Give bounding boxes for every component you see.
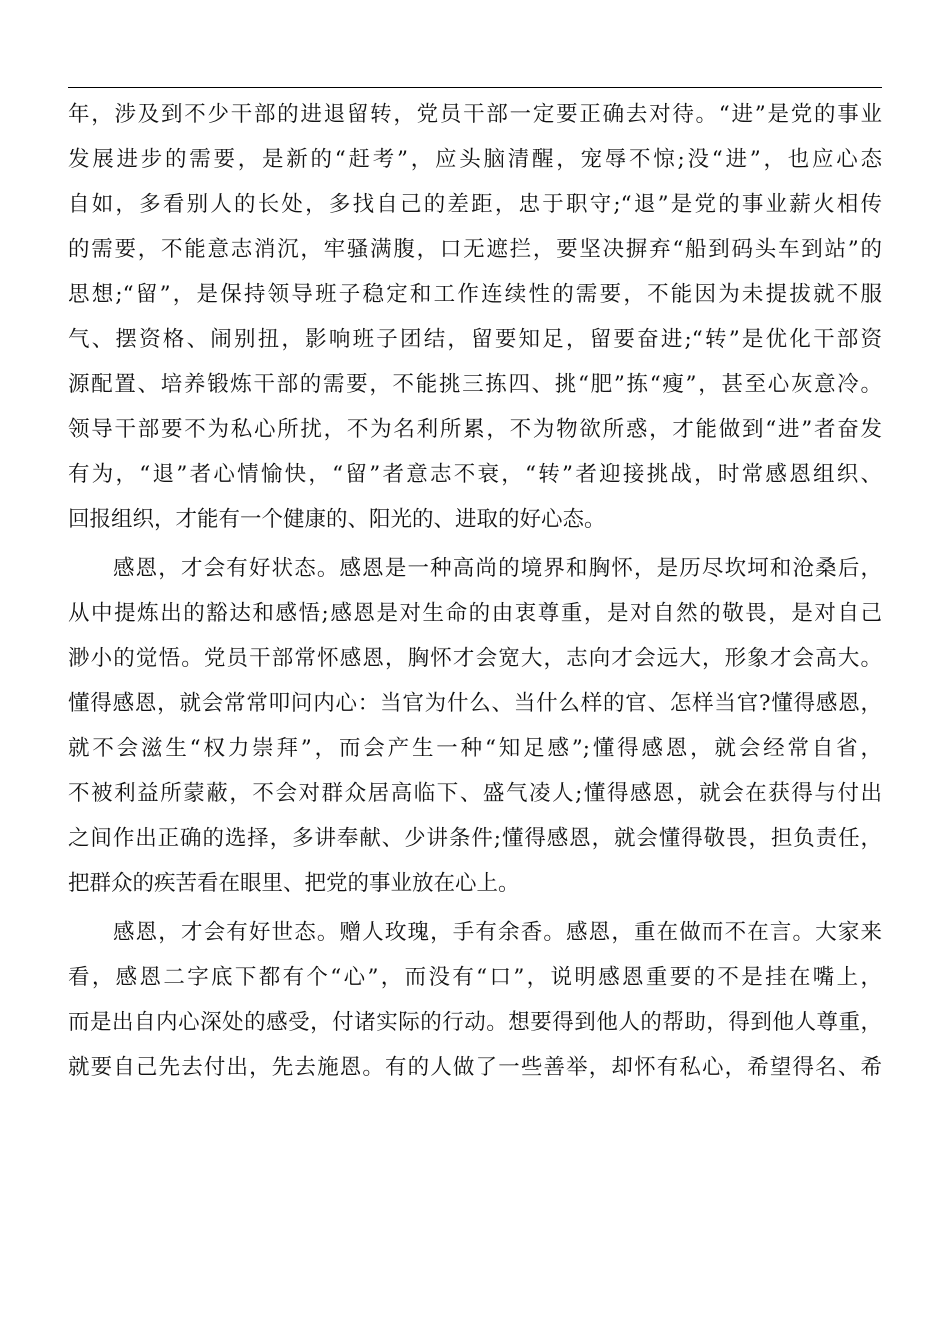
paragraph-state (68, 546, 882, 906)
text-line: 发展进步的需要，是新的“赶考”，应头脑清醒，宠辱不惊;没“进”，也应心态 (68, 147, 882, 172)
text-line: 领导干部要不为私心所扰，不为名利所累，不为物欲所惑，才能做到“进”者奋发 (68, 417, 882, 442)
text-line: 不被利益所蒙蔽，不会对群众居高临下、盛气凌人;懂得感恩，就会在获得与付出 (68, 781, 882, 806)
text-line: 气、摆资格、闹别扭，影响班子团结，留要知足，留要奋进;“转”是优化干部资 (68, 327, 882, 352)
text-line: 的需要，不能意志消沉，牢骚满腹，口无遮拦，要坚决摒弃“船到码头车到站”的 (68, 237, 882, 262)
text-line: 年，涉及到不少干部的进退留转，党员干部一定要正确去对待。“进”是党的事业 (68, 102, 882, 127)
text-line: 有为，“退”者心情愉快，“留”者意志不衰，“转”者迎接挑战，时常感恩组织、 (68, 462, 882, 487)
text-line: 而是出自内心深处的感受，付诸实际的行动。想要得到他人的帮助，得到他人尊重， (68, 1010, 882, 1035)
text-line: 源配置、培养锻炼干部的需要，不能挑三拣四、挑“肥”拣“瘦”，甚至心灰意冷。 (68, 372, 882, 397)
text-line: 看，感恩二字底下都有个“心”，而没有“口”，说明感恩重要的不是挂在嘴上， (68, 965, 882, 990)
paragraph-attitude (68, 92, 882, 542)
text-line: 就要自己先去付出，先去施恩。有的人做了一些善举，却怀有私心，希望得名、希 (68, 1055, 882, 1080)
text-line: 自如，多看别人的长处，多找自己的差距，忠于职守;“退”是党的事业薪火相传 (68, 192, 882, 217)
document-body (68, 92, 882, 1090)
text-line: 感恩，才会有好世态。赠人玫瑰，手有余香。感恩，重在做而不在言。大家来 (113, 920, 882, 945)
paragraph-world (68, 910, 882, 1090)
header-rule (68, 87, 882, 88)
text-line: 思想;“留”，是保持领导班子稳定和工作连续性的需要，不能因为未提拔就不服 (68, 282, 882, 307)
text-line: 懂得感恩，就会常常叩问内心：当官为什么、当什么样的官、怎样当官?懂得感恩， (68, 691, 882, 716)
text-line: 渺小的觉悟。党员干部常怀感恩，胸怀才会宽大，志向才会远大，形象才会高大。 (68, 646, 882, 671)
text-line: 就不会滋生“权力崇拜”，而会产生一种“知足感”;懂得感恩，就会经常自省， (68, 736, 882, 761)
text-line: 把群众的疾苦看在眼里、把党的事业放在心上。 (68, 871, 520, 896)
text-line: 回报组织，才能有一个健康的、阳光的、进取的好心态。 (68, 507, 606, 532)
text-line: 之间作出正确的选择，多讲奉献、少讲条件;懂得感恩，就会懂得敬畏，担负责任， (68, 826, 882, 851)
text-line: 从中提炼出的豁达和感悟;感恩是对生命的由衷尊重，是对自然的敬畏，是对自己 (68, 601, 882, 626)
text-line: 感恩，才会有好状态。感恩是一种高尚的境界和胸怀，是历尽坎坷和沧桑后， (113, 556, 882, 581)
